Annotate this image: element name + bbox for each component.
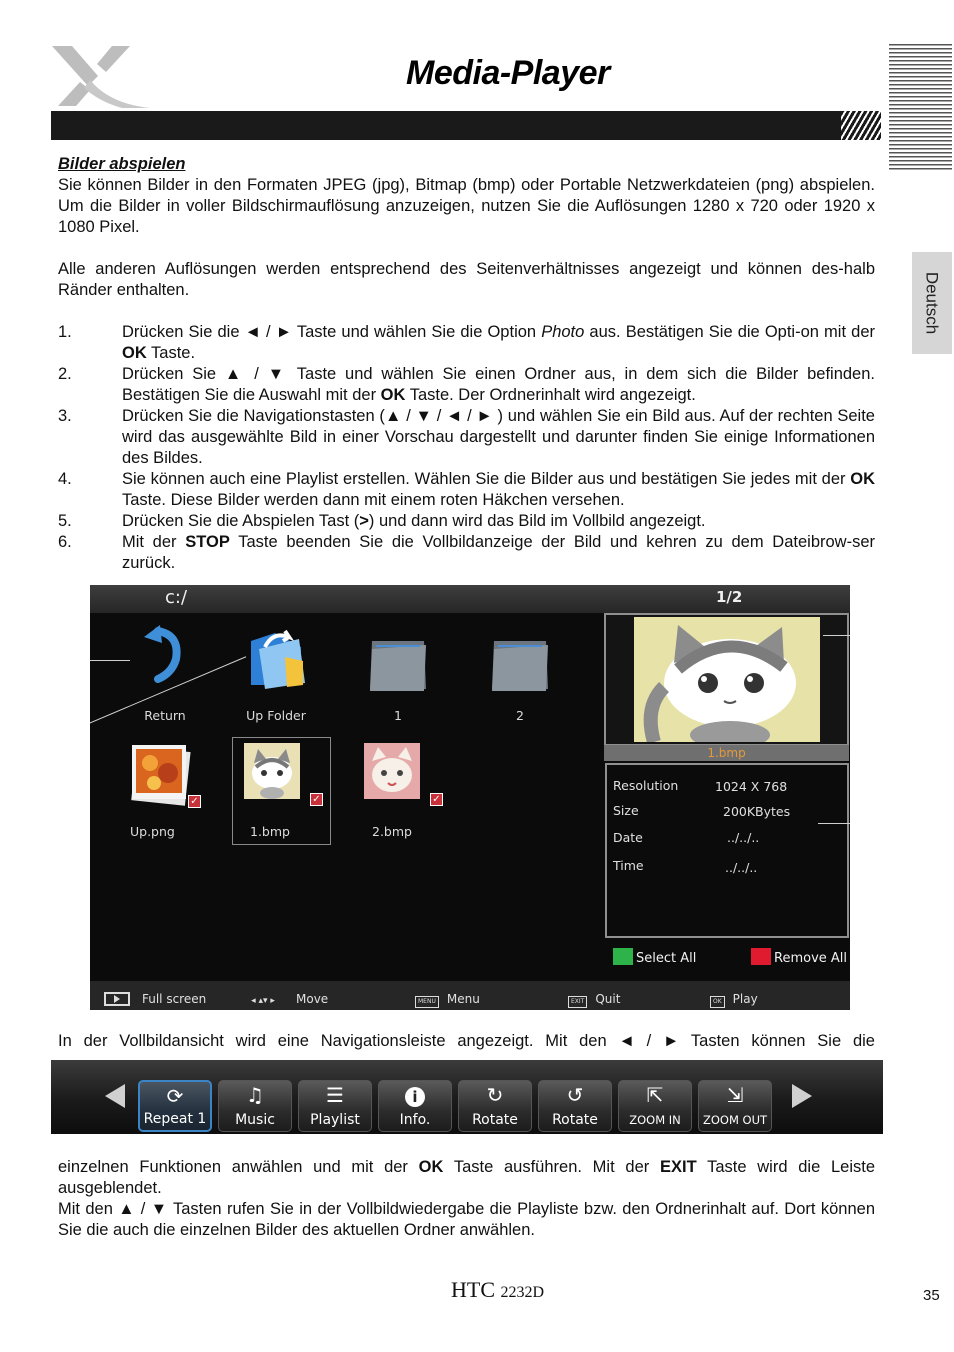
dpad-icon: ◂ ▴▾ ▸ bbox=[251, 996, 275, 1006]
step-text: Drücken Sie ▲ / ▼ Taste und wählen Sie einen Ordner aus, in dem sich die Bilder befinden. Bestätigen Sie die Auswahl mit der OK Taste. Der Ordnerinhalt wird angezeigt. bbox=[122, 365, 875, 404]
playlist-icon: ☰ bbox=[326, 1083, 344, 1107]
nav-button-label: Rotate bbox=[472, 1112, 518, 1128]
folder-icon bbox=[488, 631, 552, 695]
step-number: 4. bbox=[58, 470, 72, 488]
step-number: 3. bbox=[58, 407, 72, 425]
red-key-icon bbox=[751, 948, 771, 965]
callout-line bbox=[818, 823, 850, 824]
step-number: 2. bbox=[58, 365, 72, 383]
cat-thumbnail bbox=[364, 743, 420, 799]
cat-thumbnail bbox=[244, 743, 300, 799]
page-title: Media-Player bbox=[406, 54, 610, 92]
info-value: 200KBytes bbox=[723, 804, 791, 819]
rotate-right-icon: ↻ bbox=[486, 1083, 504, 1107]
hint-move: ◂ ▴▾ ▸ Move bbox=[246, 989, 328, 1010]
cat-preview-image bbox=[634, 617, 820, 742]
callout-line bbox=[823, 635, 850, 636]
zoom-out-icon: ⇲ bbox=[726, 1083, 744, 1107]
brand-x-logo bbox=[50, 42, 150, 110]
tile-folder-2[interactable] bbox=[480, 625, 560, 725]
info-icon: i bbox=[379, 1083, 451, 1107]
browser-topbar bbox=[90, 585, 850, 613]
corner-stripes bbox=[889, 44, 952, 172]
current-path: c:/ bbox=[165, 587, 188, 608]
tile-label: Up.png bbox=[130, 824, 175, 839]
step-text: Mit der STOP Taste beenden Sie die Vollbildanzeige der Bild und kehren zu dem Dateibrow-ser zurück. bbox=[122, 533, 875, 572]
hint-play: OK Play bbox=[710, 989, 758, 1010]
return-arrow-icon bbox=[140, 625, 190, 689]
nav-button-playlist[interactable] bbox=[298, 1080, 372, 1132]
tile-return[interactable] bbox=[125, 625, 205, 725]
remove-all-legend[interactable]: Remove All bbox=[751, 948, 847, 969]
tile-file-1-bmp[interactable] bbox=[232, 743, 331, 843]
intro-paragraph: Sie können Bilder in den Formaten JPEG (jpg), Bitmap (bmp) oder Portable Netzwerkdateien (png) abspielen. Um die Bilder in voller Bildschirmauflösung anzuzeigen, nutzen Sie die Auflösungen 1280 x 720 oder 1920 x 1080 Pixel. bbox=[58, 176, 875, 236]
page-indicator: 1/2 bbox=[716, 588, 743, 606]
photo-browser-screenshot bbox=[90, 585, 850, 1010]
closing-paragraph-1: einzelnen Funktionen anwählen und mit der OK Taste ausführen. Mit der EXIT Taste wird die Leiste ausgeblendet. bbox=[58, 1158, 875, 1197]
step-item bbox=[58, 364, 875, 406]
section-heading: Bilder abspielen bbox=[58, 155, 186, 173]
step-item bbox=[58, 511, 875, 532]
fullscreen-icon bbox=[104, 992, 130, 1006]
nav-right-arrow-icon[interactable] bbox=[792, 1084, 812, 1108]
playlist-check: ✓ bbox=[310, 793, 323, 806]
paragraph-2: Alle anderen Auflösungen werden entsprechend des Seitenverhältnisses angezeigt und können des-halb Ränder enthalten. bbox=[58, 260, 875, 299]
nav-button-label: ZOOM OUT bbox=[702, 1113, 768, 1127]
playlist-check: ✓ bbox=[430, 793, 443, 806]
step-item bbox=[58, 532, 875, 574]
info-label: Time bbox=[613, 858, 644, 873]
tile-folder-1[interactable] bbox=[358, 625, 438, 725]
callout-line bbox=[90, 660, 130, 661]
tile-label: Return bbox=[144, 708, 186, 723]
nav-button-label: Rotate bbox=[552, 1112, 598, 1128]
preview-filename: 1.bmp bbox=[604, 745, 849, 761]
nav-button-info[interactable] bbox=[378, 1080, 452, 1132]
nav-button-label: Repeat 1 bbox=[143, 1111, 207, 1127]
step-text: Drücken Sie die Abspielen Tast (>) und dann wird das Bild im Vollbild angezeigt. bbox=[122, 512, 706, 530]
tile-label: 1 bbox=[394, 708, 402, 723]
tile-file-up-png[interactable] bbox=[118, 743, 218, 843]
exit-key-icon: EXIT bbox=[568, 996, 587, 1008]
tile-label: 2.bmp bbox=[372, 824, 412, 839]
playlist-check: ✓ bbox=[188, 795, 201, 808]
image-thumbnail bbox=[128, 743, 192, 807]
image-preview bbox=[604, 613, 849, 746]
section-intro bbox=[58, 154, 875, 238]
step-number: 1. bbox=[58, 323, 72, 341]
closing-paragraph-2: Mit den ▲ / ▼ Tasten rufen Sie in der Vollbildwiedergabe die Playliste bzw. den Ordnerinhalt auf. Dort können Sie die auch die einzelnen Bilder des aktuellen Ordner anwählen. bbox=[58, 1200, 875, 1239]
info-value: ../../.. bbox=[725, 860, 758, 875]
step-list bbox=[58, 322, 875, 574]
tile-label: Up Folder bbox=[246, 708, 306, 723]
title-bar-fade bbox=[841, 111, 881, 140]
folder-icon bbox=[366, 631, 430, 695]
ok-key-icon: OK bbox=[710, 996, 725, 1008]
nav-left-arrow-icon[interactable] bbox=[105, 1084, 125, 1108]
fullscreen-navigation-bar bbox=[51, 1060, 883, 1134]
nav-button-label: ZOOM IN bbox=[629, 1113, 681, 1127]
rotate-left-icon: ↺ bbox=[566, 1083, 584, 1107]
hint-fullscreen: Full screen bbox=[104, 989, 206, 1010]
browser-hint-bar bbox=[90, 981, 850, 1010]
nav-button-zoom-out[interactable] bbox=[698, 1080, 772, 1132]
info-value: 1024 X 768 bbox=[715, 779, 788, 794]
hint-menu: MENU Menu bbox=[415, 989, 480, 1010]
menu-key-icon: MENU bbox=[415, 996, 439, 1008]
repeat-icon: ⟳ bbox=[166, 1084, 184, 1108]
step-text: Drücken Sie die ◄ / ► Taste und wählen Sie die Option Photo aus. Bestätigen Sie die Opti-on mit der OK Taste. bbox=[122, 323, 875, 362]
nav-button-label: Playlist bbox=[310, 1112, 360, 1128]
tile-file-2-bmp[interactable] bbox=[354, 743, 453, 843]
nav-button-label: Info. bbox=[399, 1112, 431, 1128]
nav-button-label: Music bbox=[235, 1112, 275, 1128]
tile-label: 2 bbox=[516, 708, 524, 723]
mid-paragraph: In der Vollbildansicht wird eine Navigationsleiste angezeigt. Mit den ◄ / ► Tasten können Sie die bbox=[58, 1032, 875, 1050]
step-text: Drücken Sie die Navigationstasten (▲ / ▼ / ◄ / ► ) und wählen Sie ein Bild aus. Auf der rechten Seite wird das ausgewählte Bild in einer Vorschau dargestellt und darunter finden Sie einige Informationen des Bildes. bbox=[122, 407, 875, 467]
step-item bbox=[58, 406, 875, 469]
hint-quit: EXIT Quit bbox=[568, 989, 620, 1010]
info-label: Date bbox=[613, 830, 643, 845]
nav-button-music[interactable] bbox=[218, 1080, 292, 1132]
step-number: 6. bbox=[58, 533, 72, 551]
green-key-icon bbox=[613, 948, 633, 965]
select-all-legend[interactable]: Select All bbox=[613, 948, 696, 969]
step-item bbox=[58, 469, 875, 511]
nav-button-zoom-in[interactable] bbox=[618, 1080, 692, 1132]
step-item bbox=[58, 322, 875, 364]
info-value: ../../.. bbox=[727, 830, 760, 845]
info-label: Resolution bbox=[613, 778, 679, 793]
page-number: 35 bbox=[923, 1287, 940, 1304]
nav-button-rotate-ccw[interactable] bbox=[538, 1080, 612, 1132]
nav-button-rotate-cw[interactable] bbox=[458, 1080, 532, 1132]
nav-button-repeat[interactable] bbox=[138, 1080, 212, 1132]
footer-brand: HTC 2232D bbox=[451, 1277, 545, 1302]
step-text: Sie können auch eine Playlist erstellen. Wählen Sie die Bilder aus und bestätigen Sie jedes mit der OK Taste. Diese Bilder werden dann mit einem roten Häkchen versehen. bbox=[122, 470, 875, 509]
step-number: 5. bbox=[58, 512, 72, 530]
image-info-panel bbox=[605, 763, 849, 938]
language-tab bbox=[912, 252, 952, 354]
title-bar bbox=[51, 111, 881, 140]
info-label: Size bbox=[613, 803, 639, 818]
tile-up-folder[interactable] bbox=[235, 625, 317, 725]
up-folder-icon bbox=[245, 627, 307, 691]
music-note-icon: ♫ bbox=[246, 1083, 264, 1107]
tile-label: 1.bmp bbox=[250, 824, 290, 839]
language-tab-label: Deutsch bbox=[922, 271, 942, 335]
zoom-in-icon: ⇱ bbox=[646, 1083, 664, 1107]
